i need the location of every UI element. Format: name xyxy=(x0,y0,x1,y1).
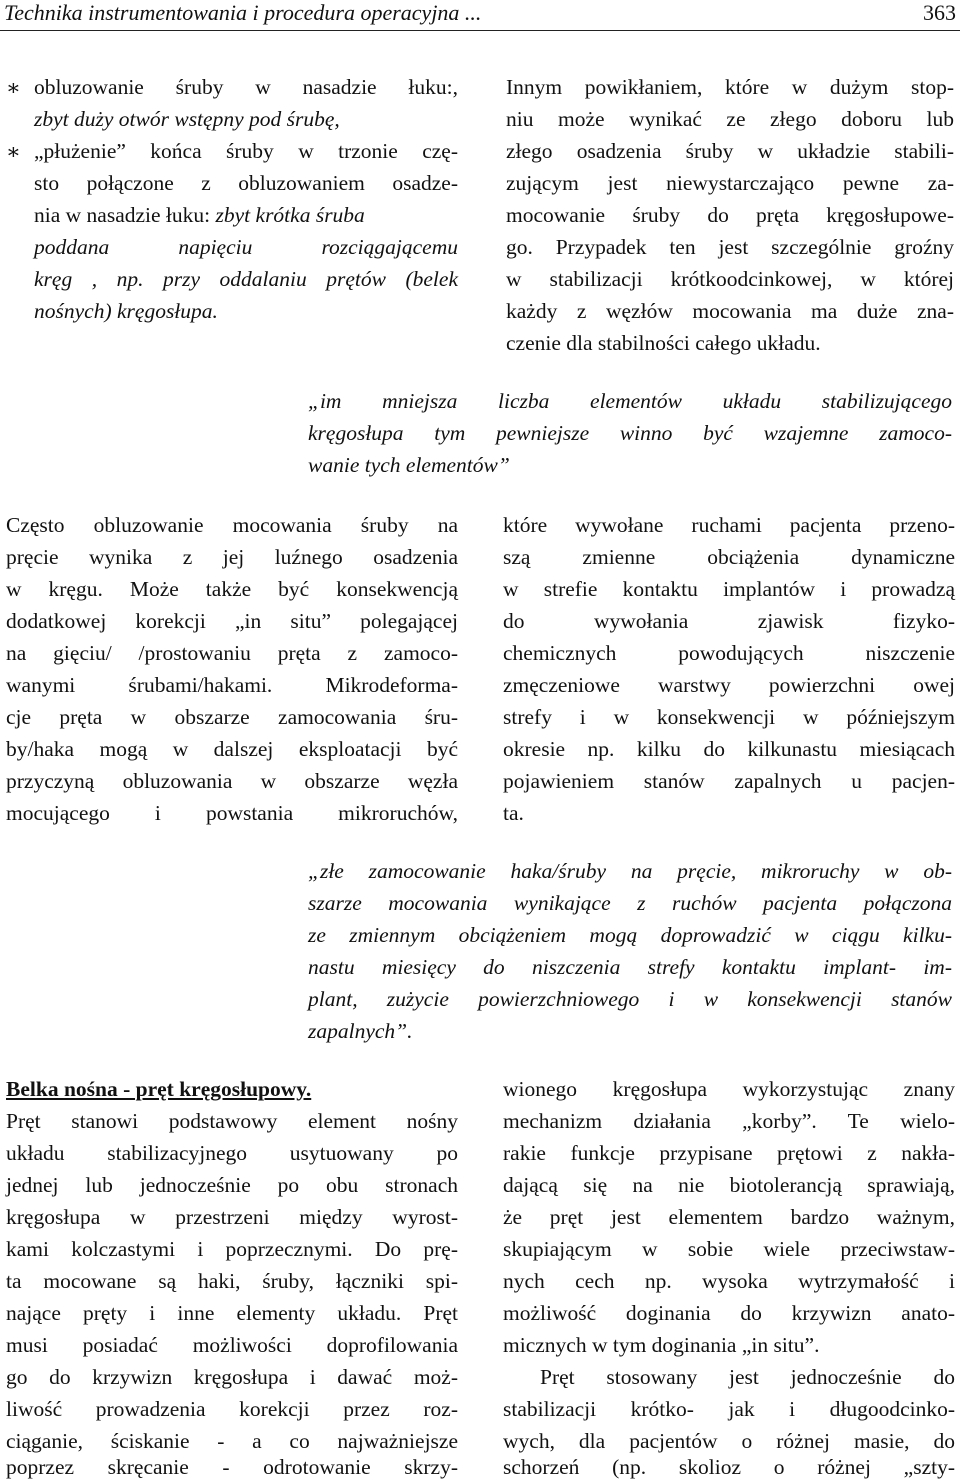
text-line: nych cech np. wysoka wytrzymałość i xyxy=(503,1269,955,1293)
text-line: pojawieniem stanów zapalnych u pacjen- xyxy=(503,769,955,793)
text-line: dającą się na nie biotolerancją sprawiają, xyxy=(503,1173,955,1197)
text-line: Pręt stanowi podstawowy element nośny xyxy=(6,1109,458,1133)
text-line: micznych w tym doginania „in situ”. xyxy=(503,1333,820,1357)
text-line: kręgosłupa w przestrzeni między wyrost- xyxy=(6,1205,458,1229)
text-line: ta. xyxy=(503,801,524,825)
text-line: ciąganie, ściskanie - a co najważniejsze xyxy=(6,1429,458,1453)
text-line: Często obluzowanie mocowania śruby na xyxy=(6,513,458,537)
text-line: wanymi śrubami/hakami. Mikrodeforma- xyxy=(6,673,458,697)
quote-line: „im mniejsza liczba elementów układu stabilizującego xyxy=(308,389,952,413)
text-line: rakie funkcje przypisane prętowi z nakła- xyxy=(503,1141,955,1165)
text-line: mechanizm działania „korby”. Te wielo- xyxy=(503,1109,955,1133)
text-line: każdy z węzłów mocowania ma duże zna- xyxy=(506,299,954,323)
bullet-line: kręg , np. przy oddalaniu prętów (belek xyxy=(34,267,458,291)
header-rule xyxy=(0,30,960,31)
text-line: możliwość doginania do krzywizn anato- xyxy=(503,1301,955,1325)
bullet-marker: ∗ xyxy=(6,139,21,164)
text-line: go do krzywizn kręgosłupa i dawać moż- xyxy=(6,1365,458,1389)
text-line: czenie dla stabilności całego układu. xyxy=(506,331,821,355)
page-number: 363 xyxy=(923,0,956,25)
quote-line: wanie tych elementów” xyxy=(308,453,510,477)
text-line: zmęczeniowe warstwy powierzchni owej xyxy=(503,673,955,697)
text-line: szą zmienne obciążenia dynamiczne xyxy=(503,545,955,569)
text-line: mocującego i powstania mikroruchów, xyxy=(6,801,458,825)
text-line: złego osadzenia śruby w układzie stabili- xyxy=(506,139,954,163)
text-line: musi posiadać możliwości doprofilowania xyxy=(6,1333,458,1357)
text-line: okresie np. kilku do kilkunastu miesiącach xyxy=(503,737,955,761)
text-line: w kręgu. Może także być konsekwencją xyxy=(6,577,458,601)
text-line: pręcie wynika z jej luźnego osadzenia xyxy=(6,545,458,569)
bullet-line: nia w nasadzie łuku: zbyt krótka śruba xyxy=(34,203,365,227)
text-line: zującym jest niewystarczająco pewne za- xyxy=(506,171,954,195)
bullet-line: sto połączone z obluzowaniem osadze- xyxy=(34,171,458,195)
text-line: niu może wynikać ze złego doboru lub xyxy=(506,107,954,131)
running-title: Technika instrumentowania i procedura operacyjna ... xyxy=(4,0,482,25)
text-line: Pręt stosowany jest jednocześnie do xyxy=(540,1365,955,1389)
text-line: wych, dla pacjentów o różnej masie, do xyxy=(503,1429,955,1453)
text-line: Innym powikłaniem, które w dużym stop- xyxy=(506,75,954,99)
text-line: w stabilizacji krótkoodcinkowej, w której xyxy=(506,267,954,291)
text-line: przyczyną obluzowania w obszarze węzła xyxy=(6,769,458,793)
bullet-marker: ∗ xyxy=(6,75,21,100)
text-line: liwość prowadzenia korekcji przez roz- xyxy=(6,1397,458,1421)
text-line: wionego kręgosłupa wykorzystując znany xyxy=(503,1077,955,1101)
text-line: go. Przypadek ten jest szczególnie groźny xyxy=(506,235,954,259)
text-line: dodatkowej korekcji „in situ” polegającej xyxy=(6,609,458,633)
text-line: strefy i w konsekwencji w późniejszym xyxy=(503,705,955,729)
bullet-line: zbyt duży otwór wstępny pod śrubę, xyxy=(34,107,340,131)
running-header xyxy=(0,0,960,28)
quote-line: szarze mocowania wynikające z ruchów pacjenta połączona xyxy=(308,891,952,915)
text-line: ta mocowane są haki, śruby, łączniki spi- xyxy=(6,1269,458,1293)
text-line: układu stabilizacyjnego usytuowany po xyxy=(6,1141,458,1165)
text-line: chemicznych powodujących niszczenie xyxy=(503,641,955,665)
bullet-line: nośnych) kręgosłupa. xyxy=(34,299,218,323)
quote-line: ze zmiennym obciążeniem mogą doprowadzić w ciągu kilku- xyxy=(308,923,952,947)
text-line: do wywołania zjawisk fizyko- xyxy=(503,609,955,633)
text-line: które wywołane ruchami pacjenta przeno- xyxy=(503,513,955,537)
quote-line: plant, zużycie powierzchniowego i w konsekwencji stanów xyxy=(308,987,952,1011)
text-line: poprzez skręcanie - odrotowanie skrzy- xyxy=(6,1455,458,1479)
bullet-line: obluzowanie śruby w nasadzie łuku:, xyxy=(34,75,458,99)
quote-line: „złe zamocowanie haka/śruby na pręcie, mikroruchy w ob- xyxy=(308,859,952,883)
text-line: mocowanie śruby do pręta kręgosłupowe- xyxy=(506,203,954,227)
text-line: jednej lub jednocześnie po obu stronach xyxy=(6,1173,458,1197)
text-line: skupiającym w sobie wiele przeciwstaw- xyxy=(503,1237,955,1261)
text-line: stabilizacji krótko- jak i długoodcinko- xyxy=(503,1397,955,1421)
bullet-line: poddana napięciu rozciągającemu xyxy=(34,235,458,259)
text-line: nające pręty i inne elementy układu. Pręt xyxy=(6,1301,458,1325)
quote-line: nastu miesięcy do niszczenia strefy kontaktu implant- im- xyxy=(308,955,952,979)
bullet-line: „płużenie” końca śruby w trzonie czę- xyxy=(34,139,458,163)
section-heading: Belka nośna - pręt kręgosłupowy. xyxy=(6,1077,312,1101)
quote-line: zapalnych”. xyxy=(308,1019,413,1043)
quote-line: kręgosłupa tym pewniejsze winno być wzajemne zamoco- xyxy=(308,421,952,445)
text-line: by/haka mogą w dalszej eksploatacji być xyxy=(6,737,458,761)
text-line: cje pręta w obszarze zamocowania śru- xyxy=(6,705,458,729)
text-line: w strefie kontaktu implantów i prowadzą xyxy=(503,577,955,601)
text-line: że pręt jest elementem bardzo ważnym, xyxy=(503,1205,955,1229)
text-line: kami kolczastymi i poprzecznymi. Do prę- xyxy=(6,1237,458,1261)
text-line: na gięciu/ /prostowaniu pręta z zamoco- xyxy=(6,641,458,665)
text-line: schorzeń (np. skolioz o różnej „szty- xyxy=(503,1455,955,1479)
